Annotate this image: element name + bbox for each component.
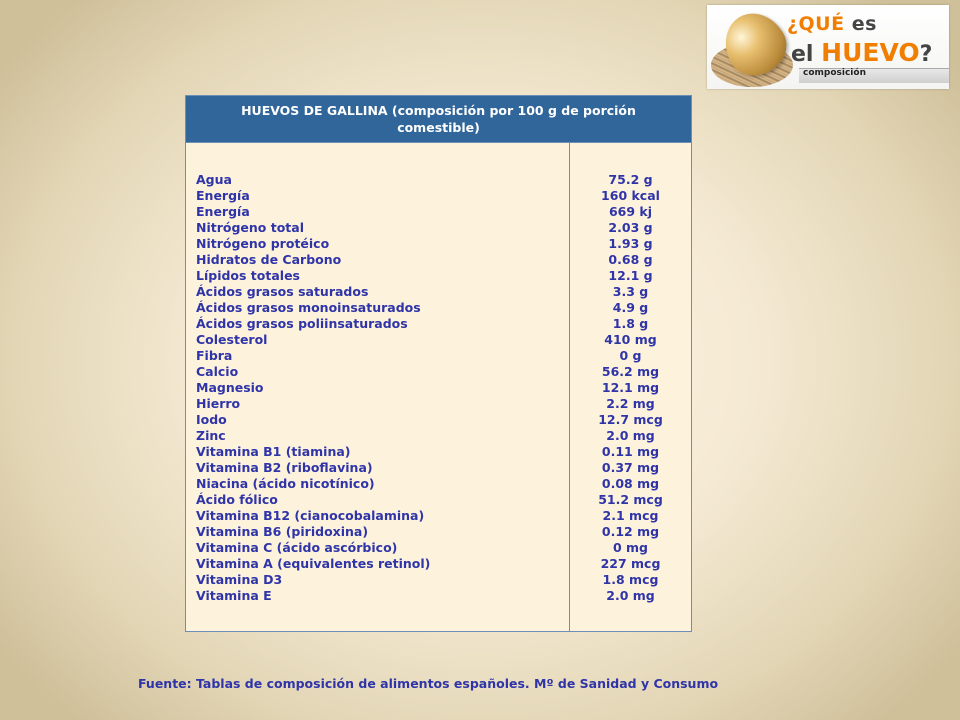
nutrient-value: 1.93 g <box>608 236 653 251</box>
nutrient-name: Colesterol <box>196 332 268 347</box>
nutrient-name: Magnesio <box>196 380 264 395</box>
nutrient-value: 4.9 g <box>612 300 649 315</box>
nutrient-value: 0.11 mg <box>601 444 660 459</box>
que-es-el-huevo-logo <box>707 5 949 89</box>
nutrient-value: 0.08 mg <box>601 476 660 491</box>
nutrient-value: 51.2 mcg <box>598 492 663 507</box>
nutrient-value: 12.7 mcg <box>598 412 663 427</box>
logo-word-huevo: HUEVO <box>821 38 920 67</box>
nutrient-name: Vitamina D3 <box>196 572 283 587</box>
nutrient-value: 227 mcg <box>600 556 661 571</box>
nutrient-name: Ácidos grasos monoinsaturados <box>196 300 421 315</box>
nutrient-name: Zinc <box>196 428 226 443</box>
nutrient-value: 160 kcal <box>601 188 660 203</box>
nutrient-value: 12.1 g <box>608 268 653 283</box>
logo-line-2 <box>791 38 932 67</box>
composition-table <box>185 95 692 632</box>
nutrient-name: Agua <box>196 172 232 187</box>
logo-word-el: el <box>791 42 814 67</box>
logo-line-1 <box>787 13 877 35</box>
logo-word-que: ¿QUÉ <box>787 13 845 35</box>
nutrient-name: Vitamina B12 (cianocobalamina) <box>196 508 425 523</box>
nutrient-value: 0 g <box>619 348 642 363</box>
nutrient-name: Hidratos de Carbono <box>196 252 342 267</box>
nutrient-name: Vitamina E <box>196 588 272 603</box>
nutrient-value: 56.2 mg <box>601 364 660 379</box>
nutrient-value-column <box>570 142 691 631</box>
nutrient-value: 0 mg <box>612 540 649 555</box>
nutrient-value: 0.68 g <box>608 252 653 267</box>
logo-question-mark: ? <box>919 42 933 67</box>
nutrient-value: 669 kj <box>608 204 653 219</box>
nutrient-value: 2.0 mg <box>606 588 655 603</box>
nutrient-name: Vitamina B2 (riboflavina) <box>196 460 373 475</box>
nutrient-value: 0.12 mg <box>601 524 660 539</box>
nutrient-value: 2.2 mg <box>606 396 655 411</box>
logo-subtitle: composición <box>803 68 866 78</box>
nutrient-name: Iodo <box>196 412 227 427</box>
nutrient-value: 1.8 mcg <box>602 572 659 587</box>
nutrient-value: 0.37 mg <box>601 460 660 475</box>
nutrient-name: Vitamina C (ácido ascórbico) <box>196 540 398 555</box>
nutrient-value: 2.03 g <box>608 220 653 235</box>
nutrient-name: Vitamina B6 (piridoxina) <box>196 524 369 539</box>
logo-word-es: es <box>851 13 877 35</box>
nutrient-name: Fibra <box>196 348 233 363</box>
nutrient-value: 3.3 g <box>612 284 649 299</box>
nutrient-name: Hierro <box>196 396 241 411</box>
nutrient-name: Ácidos grasos poliinsaturados <box>196 316 408 331</box>
nutrient-value: 2.1 mcg <box>602 508 659 523</box>
nutrient-value: 12.1 mg <box>601 380 660 395</box>
nutrient-name-column <box>186 142 570 631</box>
nutrient-value: 410 mg <box>604 332 657 347</box>
nutrient-name: Nitrógeno protéico <box>196 236 330 251</box>
nutrient-value: 1.8 g <box>612 316 649 331</box>
nutrient-name: Energía <box>196 204 250 219</box>
nutrient-name: Ácidos grasos saturados <box>196 284 369 299</box>
nutrient-name: Energía <box>196 188 250 203</box>
nutrient-name: Vitamina A (equivalentes retinol) <box>196 556 431 571</box>
nutrient-value: 2.0 mg <box>606 428 655 443</box>
nutrient-name: Lípidos totales <box>196 268 300 283</box>
nutrient-name: Ácido fólico <box>196 492 278 507</box>
nutrient-name: Niacina (ácido nicotínico) <box>196 476 375 491</box>
nutrient-name: Vitamina B1 (tiamina) <box>196 444 351 459</box>
nutrient-value: 75.2 g <box>608 172 653 187</box>
table-header: HUEVOS DE GALLINA (composición por 100 g de porción comestible) <box>186 96 691 143</box>
nutrient-name: Calcio <box>196 364 239 379</box>
source-footnote: Fuente: Tablas de composición de alimentos españoles. Mº de Sanidad y Consumo <box>138 676 719 691</box>
table-body <box>186 142 691 631</box>
nutrient-name: Nitrógeno total <box>196 220 304 235</box>
